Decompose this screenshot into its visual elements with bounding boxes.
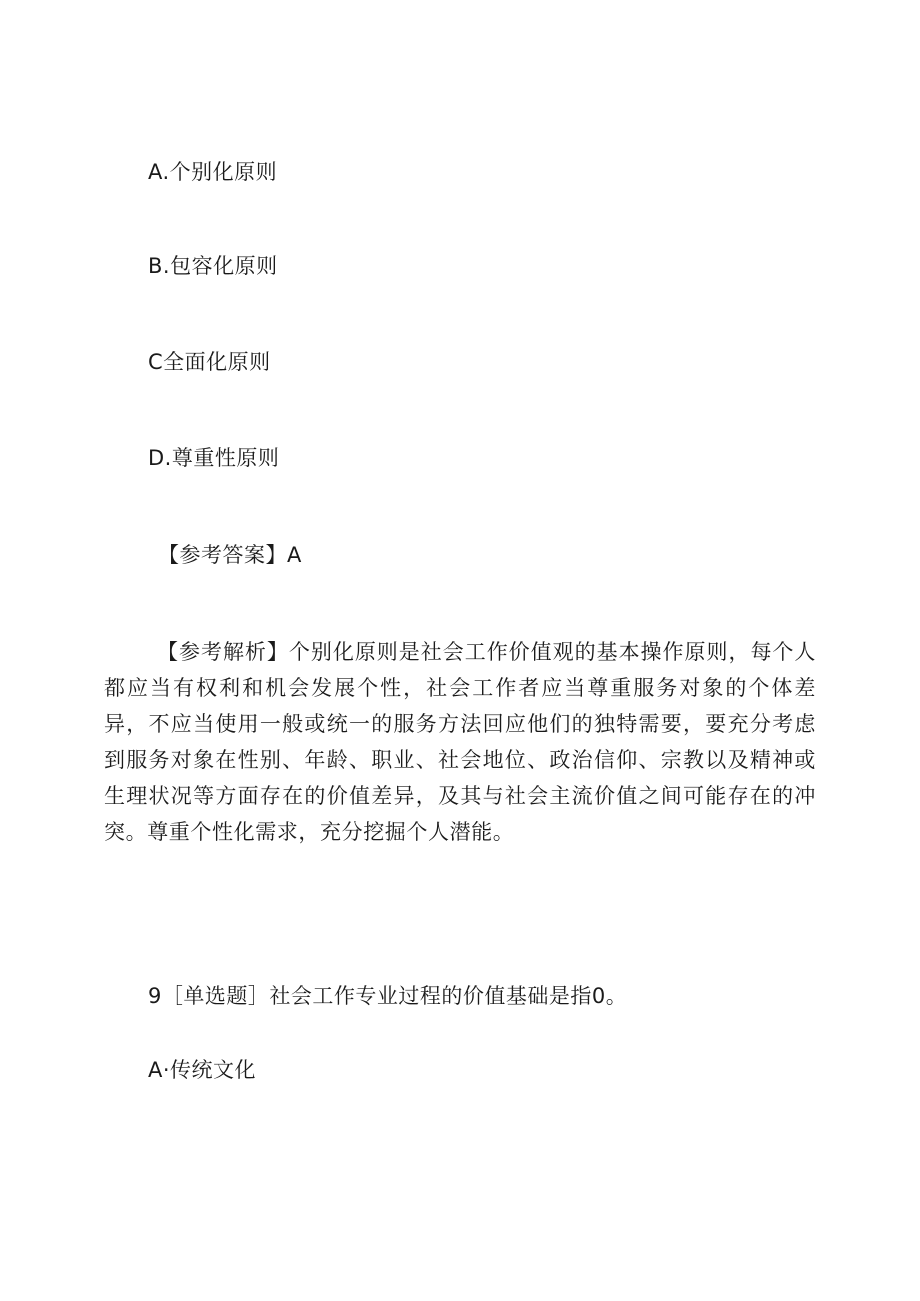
option-d: D.尊重性原则	[148, 446, 280, 470]
option-b: B.包容化原则	[148, 254, 278, 278]
reference-answer: 【参考答案】A	[158, 543, 302, 567]
reference-explanation: 【参考解析】个别化原则是社会工作价值观的基本操作原则，每个人都应当有权利和机会发展个性，社会工作者应当尊重服务对象的个体差异，不应当使用一般或统一的服务方法回应他们的独特需要，要充分考虑到服务对象在性别、年龄、职业、社会地位、政治信仰、宗教以及精神或生理状况等方面存在的价值差异，及其与社会主流价值之间可能存在的冲突。尊重个性化需求，充分挖掘个人潜能。	[104, 640, 816, 844]
question-9-option-a: A·传统文化	[148, 1058, 257, 1082]
option-a: A.个别化原则	[148, 160, 278, 184]
option-c: C全面化原则	[148, 350, 271, 374]
question-9: 9［单选题］社会工作专业过程的价值基础是指0。	[148, 984, 628, 1008]
